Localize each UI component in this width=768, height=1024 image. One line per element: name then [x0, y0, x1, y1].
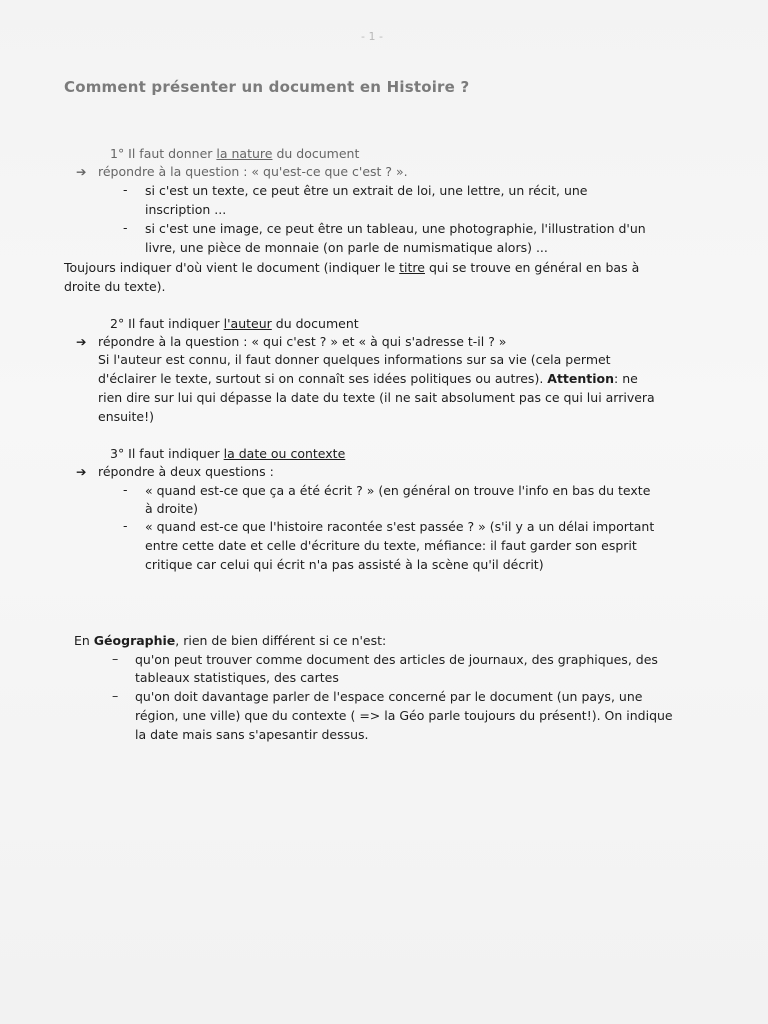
geo-bullet2-line1: qu'on doit davantage parler de l'espace concerné par le document (un pays, une [135, 689, 643, 704]
section3-heading: 3° Il faut indiquer la date ou contexte [110, 446, 346, 461]
section1-bullet1-line2: inscription ... [145, 202, 227, 217]
bullet-dash: – [112, 688, 119, 703]
page-number: - 1 - [361, 30, 383, 43]
bullet-dash: – [112, 651, 119, 666]
section1-note-line1: Toujours indiquer d'où vient le document (indiquer le titre qui se trouve en général en bas à [64, 260, 640, 275]
bullet-dash: - [123, 220, 128, 235]
geo-bullet2-line2: région, une ville) que du contexte ( => la Géo parle toujours du présent!). On indique [135, 708, 673, 723]
section3-bullet2-line1: « quand est-ce que l'histoire racontée s'est passée ? » (s'il y a un délai important [145, 519, 655, 534]
section1-answer: ➔ répondre à la question : « qu'est-ce que c'est ? ». [76, 164, 408, 179]
arrow-icon: ➔ [76, 164, 87, 179]
section3-bullet2-line2: entre cette date et celle d'écriture du texte, méfiance: il faut garder son esprit [145, 538, 637, 553]
section2-para-line4: ensuite!) [98, 409, 154, 424]
geo-intro: En Géographie, rien de bien différent si ce n'est: [74, 633, 387, 648]
section3-bullet1-line2: à droite) [145, 501, 199, 516]
arrow-icon: ➔ [76, 464, 87, 479]
section1-bullet2-line1: si c'est une image, ce peut être un tableau, une photographie, l'illustration d'un [145, 221, 646, 236]
section1-bullet1-line1: si c'est un texte, ce peut être un extrait de loi, une lettre, un récit, une [145, 183, 588, 198]
arrow-icon: ➔ [76, 334, 87, 349]
section1-bullet2-line2: livre, une pièce de monnaie (on parle de numismatique alors) ... [145, 240, 548, 255]
section2-heading: 2° Il faut indiquer l'auteur du document [110, 316, 359, 331]
bullet-dash: - [123, 518, 128, 533]
document-title: Comment présenter un document en Histoire ? [64, 78, 470, 96]
section2-para-line3: rien dire sur lui qui dépasse la date du texte (il ne sait absolument pas ce qui lui arrivera [98, 390, 655, 405]
geo-bullet1-line2: tableaux statistiques, des cartes [135, 670, 339, 685]
geo-bullet1-line1: qu'on peut trouver comme document des articles de journaux, des graphiques, des [135, 652, 658, 667]
geo-bullet2-line3: la date mais sans s'apesantir dessus. [135, 727, 369, 742]
section2-answer: ➔ répondre à la question : « qui c'est ? » et « à qui s'adresse t-il ? » [76, 334, 507, 349]
section2-para-line2: d'éclairer le texte, surtout si on connaît ses idées politiques ou autres). Attention: ne [98, 371, 638, 386]
section2-para-line1: Si l'auteur est connu, il faut donner quelques informations sur sa vie (cela permet [98, 352, 611, 367]
bullet-dash: - [123, 182, 128, 197]
section3-answer: ➔ répondre à deux questions : [76, 464, 274, 479]
section1-note-line2: droite du texte). [64, 279, 166, 294]
section1-heading: 1° Il faut donner la nature du document [110, 146, 360, 161]
section3-bullet2-line3: critique car celui qui écrit n'a pas assisté à la scène qu'il décrit) [145, 557, 544, 572]
bullet-dash: - [123, 482, 128, 497]
section3-bullet1-line1: « quand est-ce que ça a été écrit ? » (en général on trouve l'info en bas du texte [145, 483, 651, 498]
